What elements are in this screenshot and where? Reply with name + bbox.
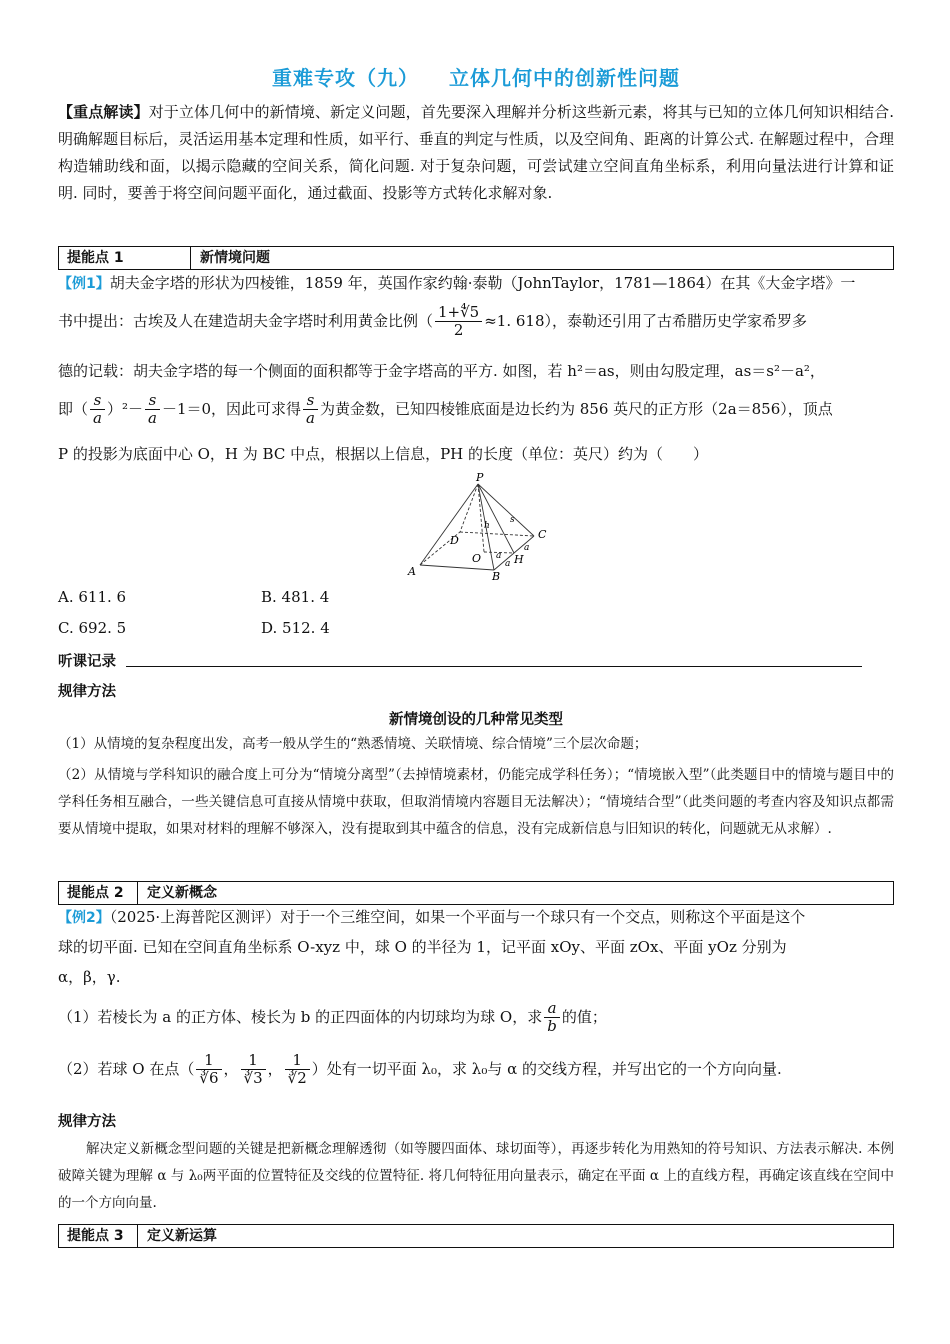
- question-2-text-a: （2）若球 O 在点（: [58, 1059, 195, 1078]
- label-a-3: a: [505, 559, 511, 569]
- listen-record-line[interactable]: [126, 666, 862, 667]
- label-O: O: [472, 552, 482, 565]
- example-1-line-4: [58, 392, 833, 428]
- types-item-2: （2）从情境与学科知识的融合度上可分为“情境分离型”（去掉情境素材，仍能完成学科任务）；“情境嵌入型”（此类题目中的情境与题目中的学科任务相互融合，一些关键信息可直接从情境中获取，但取消情境内容题目无法解决）；“情境结合型”（此类问题的考查内容及知识点都需要从情境中提取，如果对材料的理解不够深入，没有提取到其中蕴含的信息，没有完成新信息与旧知识的转化，问题就无从求解）.: [58, 767, 894, 837]
- method-label-1: 规律方法: [58, 684, 116, 700]
- example-1-text-3: 德的记载：胡夫金字塔的每一个侧面的面积都等于金字塔高的平方. 如图，若 h²＝as，则由勾股定理，as＝s²－a²，: [58, 362, 825, 380]
- fraction-denominator: a: [306, 409, 315, 428]
- option-a: A. 611. 6: [58, 588, 127, 606]
- s-over-a-fraction-3: [303, 392, 318, 428]
- key-point-2-label: 提能点 2: [59, 882, 138, 904]
- example-1-line-2: [58, 304, 807, 340]
- fraction-denominator: ∛6: [199, 1069, 219, 1088]
- s-over-a-fraction-1: [90, 392, 105, 428]
- fraction-numerator: s: [303, 392, 318, 410]
- title-part-b: 立体几何中的创新性问题: [449, 66, 680, 90]
- option-d: D. 512. 4: [261, 619, 330, 637]
- point-coordinate-3: [285, 1052, 310, 1088]
- intro-paragraph: [58, 99, 894, 207]
- a-over-b-fraction: [544, 1000, 560, 1036]
- option-c: C. 692. 5: [58, 619, 127, 637]
- example-1-text-2a: 书中提出：古埃及人在建造胡夫金字塔时利用黄金比例（: [58, 311, 434, 330]
- example-1-line-5: [58, 443, 708, 464]
- listen-record-label: 听课记录: [58, 654, 116, 670]
- label-P: P: [476, 471, 484, 484]
- golden-ratio-fraction: [435, 304, 482, 340]
- key-point-1: [58, 246, 894, 270]
- fraction-numerator: s: [90, 392, 105, 410]
- fraction-denominator: b: [547, 1017, 557, 1036]
- example-1-text-4d: 为黄金数，已知四棱锥底面是边长约为 856 英尺的正方形（2a＝856），顶点: [319, 399, 833, 418]
- edge-AB: [420, 565, 494, 570]
- point-coordinate-1: [196, 1052, 221, 1088]
- fraction-numerator: s: [145, 392, 160, 410]
- fraction-numerator: 1: [285, 1052, 310, 1070]
- intro-text: 对于立体几何中的新情境、新定义问题，首先要深入理解并分析这些新元素，将其与已知的立体几何知识相结合. 明确解题目标后，灵活运用基本定理和性质，如平行、垂直的判定与性质，以及空间角、距离的计算公式. 在解题过程中，合理构造辅助线和面，以揭示隐藏的空间关系，简化问题. 对于复杂问题，可尝试建立空间直角坐标系，利用向量法进行计算和证明. 同时，要善于将空间问题平面化，通过截面、投影等方式转化求解对象.: [58, 103, 894, 202]
- example-2-text-2: 球的切平面. 已知在空间直角坐标系 O-xyz 中，球 O 的半径为 1，记平面 xOy、平面 zOx、平面 yOz 分别为: [58, 938, 787, 956]
- pyramid-figure: [402, 470, 602, 582]
- example-1-text-1: 胡夫金字塔的形状为四棱锥，1859 年，英国作家约翰·泰勒（JohnTaylor，1781—1864）在其《大金字塔》一: [109, 274, 856, 292]
- key-point-3-name: 定义新运算: [147, 1228, 217, 1244]
- label-a-1: a: [496, 551, 502, 561]
- fraction-numerator: 1: [196, 1052, 221, 1070]
- edge-PD: [460, 484, 478, 532]
- question-1-text-a: （1）若棱长为 a 的正方体、棱长为 b 的正四面体的内切球均为球 O，求: [58, 1007, 543, 1026]
- question-2-text-b: ）处有一切平面 λ₀，求 λ₀与 α 的交线方程，并写出它的一个方向向量.: [311, 1059, 782, 1078]
- label-B: B: [492, 570, 501, 582]
- question-1-text-b: 的值；: [561, 1007, 607, 1026]
- example-1-text-4b: ）²－: [106, 399, 143, 418]
- example-2-text-1: （2025·上海普陀区测评）对于一个三维空间，如果一个平面与一个球只有一个交点，则称这个平面是这个: [109, 908, 806, 926]
- key-point-3: [58, 1224, 894, 1248]
- example-1-line-3: [58, 360, 825, 381]
- example-2-line-2: [58, 936, 787, 957]
- types-title: 新情境创设的几种常见类型: [389, 712, 563, 728]
- edge-DC: [460, 532, 534, 536]
- example-2-tag: 【例2】: [58, 910, 110, 926]
- label-C: C: [538, 528, 547, 541]
- example-1-text-2b: ≈1. 618），泰勒还引用了古希腊历史学家希罗多: [484, 311, 808, 330]
- method-2-text: 解决定义新概念型问题的关键是把新概念理解透彻（如等腰四面体、球切面等），再逐步转化为用熟知的符号知识、方法表示解决. 本例破障关键为理解 α 与 λ₀两平面的位置特征及交线的位置特征. 将几何特征用向量表示，确定在平面 α 上的直线方程，再确定该直线在空间中的一个方向向量.: [58, 1141, 894, 1211]
- fraction-denominator: ∛2: [287, 1069, 307, 1088]
- fraction-numerator: a: [544, 1000, 560, 1018]
- label-D: D: [450, 534, 459, 547]
- page-title: [58, 62, 894, 91]
- s-over-a-fraction-2: [145, 392, 160, 428]
- types-item-1: （1）从情境的复杂程度出发，高考一般从学生的“熟悉情境、关联情境、综合情境”三个层次命题；: [58, 736, 648, 752]
- label-A: A: [408, 565, 416, 578]
- label-h: h: [484, 521, 490, 531]
- key-point-3-label: 提能点 3: [59, 1225, 138, 1247]
- point-coordinate-2: [241, 1052, 266, 1088]
- example-1-text-4c: －1＝0，因此可求得: [161, 399, 302, 418]
- intro-label: 【重点解读】: [58, 103, 149, 121]
- example-2-text-3: α，β，γ.: [58, 968, 121, 986]
- option-b: B. 481. 4: [261, 588, 330, 606]
- key-point-1-label: 提能点 1: [59, 247, 191, 269]
- fraction-denominator: a: [147, 409, 157, 428]
- key-point-1-name: 新情境问题: [200, 250, 270, 266]
- segment-PH: [478, 484, 514, 553]
- label-s: s: [510, 515, 515, 525]
- example-2-line-1: [58, 906, 805, 927]
- label-a-2: a: [524, 543, 530, 553]
- golden-ratio-numerator: 1+∜5: [435, 304, 482, 322]
- example-2-question-2: （2）若球 O 在点（ $\frac{1}{∛6}$ ， $\frac{1}{∛3}$ ， $\frac{1}{∛2}$ ）处有一切平面 λ₀，求 λ₀与 α 的交线方程，并写出它的一个方向向量.: [58, 1051, 782, 1088]
- example-2-line-3: [58, 966, 121, 987]
- label-H: H: [514, 553, 524, 566]
- example-1-tag: 【例1】: [58, 276, 110, 292]
- example-1-text-4a: 即（: [58, 399, 89, 418]
- example-1-line-1: [58, 272, 855, 293]
- example-1-text-5: P 的投影为底面中心 O，H 为 BC 中点，根据以上信息，PH 的长度（单位：英尺）约为（ ）: [58, 445, 709, 463]
- key-point-2: [58, 881, 894, 905]
- method-label-2: 规律方法: [58, 1114, 116, 1130]
- edge-PA: [420, 484, 478, 565]
- example-2-question-1: [58, 1000, 607, 1036]
- fraction-denominator: a: [93, 409, 102, 428]
- fraction-denominator: ∛3: [243, 1069, 263, 1088]
- fraction-numerator: 1: [241, 1052, 266, 1070]
- key-point-2-name: 定义新概念: [147, 885, 217, 901]
- golden-ratio-denominator: 2: [453, 321, 464, 340]
- title-part-a: 重难专攻（九）: [272, 66, 419, 90]
